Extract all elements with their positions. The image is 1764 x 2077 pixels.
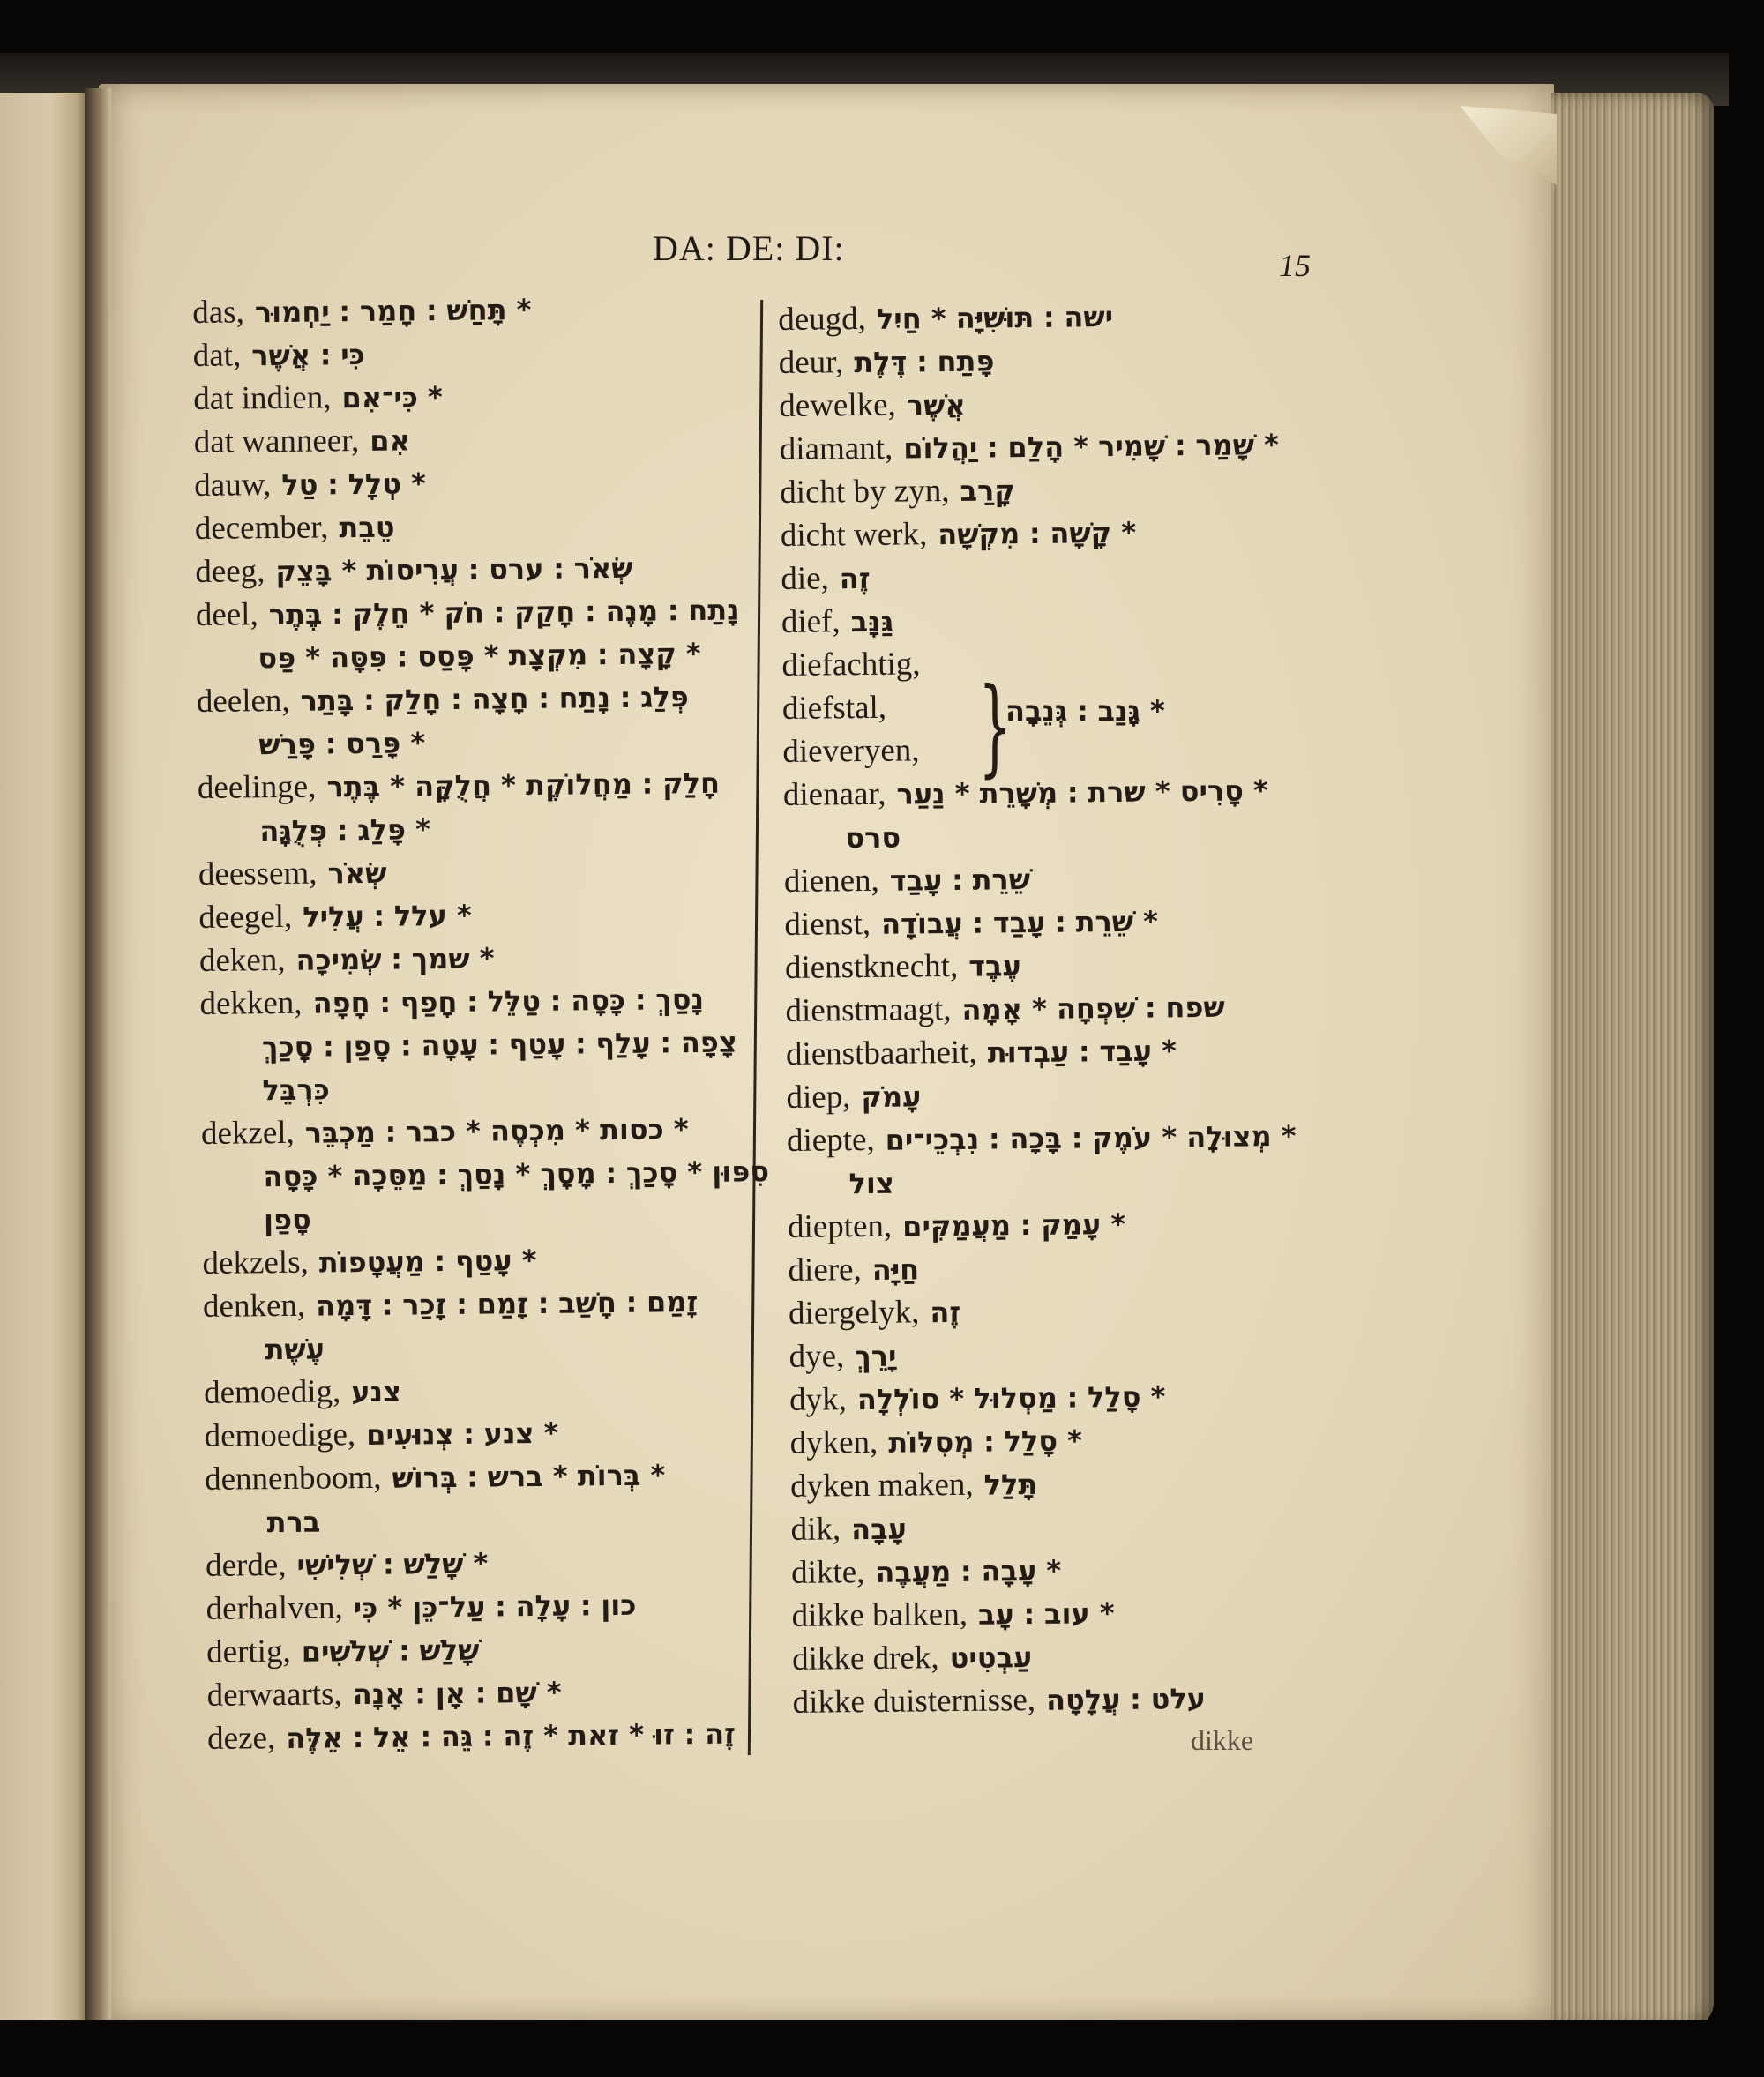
dictionary-entry — [205, 1452, 773, 1501]
entry-hebrew: * פָּרַס ׃ פָּרַשׁ — [258, 726, 426, 762]
entry-hebrew: * מְצוּלָה * עֹמֶק ׃ בָּכָה ׃ נִבְכֵי־ים — [885, 1118, 1297, 1157]
entry-word: dief, — [781, 603, 841, 640]
left-entry-column — [192, 285, 775, 1760]
entry-hebrew: * שָׁלַשׁ ׃ שְׁלִישִׁי — [296, 1546, 489, 1582]
entry-hebrew: כִּי ׃ אֲשֶׁר — [251, 337, 365, 373]
entry-word: deeg, — [195, 553, 265, 590]
dictionary-entry — [204, 1408, 772, 1458]
dictionary-entry — [199, 976, 767, 1026]
entry-word: december, — [194, 509, 329, 547]
dictionary-entry — [788, 1200, 1297, 1249]
entry-word: derhalven, — [206, 1589, 343, 1627]
dictionary-entry — [195, 544, 763, 594]
entry-hebrew: פְּלַג ׃ נָתַח ׃ חָצָה ׃ חָלַק ׃ בָּתַר — [300, 680, 690, 718]
dictionary-entry — [204, 1365, 772, 1415]
entry-word: deugd, — [778, 300, 867, 338]
entry-word: dyken, — [789, 1423, 878, 1461]
dictionary-entry — [781, 552, 1290, 601]
entry-word: dikte, — [790, 1554, 865, 1591]
entry-hebrew: סָפַן — [263, 1202, 312, 1237]
entry-word: dekzels, — [202, 1244, 309, 1281]
entry-hebrew: חַיָּה — [871, 1252, 920, 1287]
entry-word: diamant, — [779, 430, 893, 467]
dictionary-entry — [193, 328, 761, 377]
dictionary-entry — [780, 422, 1289, 471]
entry-word: dicht werk, — [780, 516, 928, 554]
entry-hebrew: ישה ׃ תּוּשִׁיָּה * חַיִל — [876, 300, 1114, 336]
entry-word: dienst, — [784, 905, 871, 943]
entry-word: diere, — [788, 1251, 862, 1289]
entry-hebrew: שְׂאֹר ׃ ערס ׃ עֲרִיסוֹת * בָּצֵק — [275, 550, 633, 589]
entry-hebrew: * קָצָה ׃ מִקְצָת * פָּסַס ׃ פִּסָּה * פַּס — [258, 636, 701, 676]
dictionary-entry — [206, 1625, 774, 1674]
dictionary-entry — [202, 1236, 770, 1285]
entry-hebrew: * עָטַף ׃ מַעֲטָפוֹת — [318, 1243, 537, 1280]
dictionary-entry — [785, 984, 1295, 1033]
entry-hebrew: * עָמַק ׃ מַעֲמַקִּים — [901, 1207, 1126, 1244]
entry-hebrew: * שָׁמַר ׃ שָׁמִיר * הָלַם ׃ יַהֲלוֹם — [903, 428, 1280, 466]
dictionary-entry — [789, 1416, 1299, 1465]
dictionary-entry — [791, 1546, 1301, 1595]
entry-hebrew: צָפָה ׃ עָלַף ׃ עָטַף ׃ עָטָה ׃ סָפַן ׃ סָכַךְ — [261, 1025, 737, 1065]
entry-word: demoedige, — [204, 1416, 356, 1454]
entry-hebrew: עַבְטִיט — [949, 1640, 1033, 1676]
dictionary-entry — [791, 1589, 1301, 1638]
entry-hebrew: * כסות * מִכְסֶה * כבר ׃ מַכְבֵּר — [304, 1112, 689, 1150]
dictionary-entry — [788, 1244, 1297, 1292]
dictionary-entry — [784, 855, 1294, 903]
entry-word: dat, — [192, 337, 242, 374]
dictionary-entry — [781, 639, 1291, 687]
entry-hebrew: ברת — [266, 1505, 321, 1540]
dictionary-entry — [785, 941, 1295, 990]
entry-word: denken, — [202, 1287, 306, 1325]
entry-hebrew: זָמַם ׃ חָשַׁב ׃ זָמַם ׃ זָכַר ׃ דָּמָה — [315, 1285, 699, 1323]
dictionary-entry — [783, 811, 1293, 860]
dictionary-entry — [197, 717, 765, 766]
entry-word: dat wanneer, — [193, 422, 360, 460]
entry-word: deze, — [206, 1720, 276, 1757]
entry-hebrew: צנע — [351, 1374, 402, 1409]
entry-hebrew: עֶשֶׁת — [265, 1332, 325, 1367]
entry-hebrew: * בְּרוֹת * ברש ׃ בְּרוֹשׁ — [392, 1458, 666, 1495]
entry-hebrew: שפח ׃ שִׁפְחָה * אָמָה — [961, 990, 1225, 1027]
entry-word: diefstal, — [781, 689, 887, 727]
entry-hebrew: עֶבֶד — [968, 949, 1022, 983]
entry-word: dicht by zyn, — [780, 472, 950, 511]
entry-hebrew: * טְלָל ׃ טַל — [281, 467, 427, 502]
grouping-brace: } — [978, 666, 1013, 788]
dictionary-entry — [199, 933, 767, 982]
entry-hebrew: * תָּחַשׁ ׃ חָמַר ׃ יַחְמוּר — [254, 292, 532, 330]
entry-word: diepten, — [787, 1207, 893, 1245]
entry-hebrew: נָסַךְ ׃ כָּסָה ׃ טַלֵּל ׃ חָפַף ׃ חָפָה — [312, 982, 705, 1020]
page-number: 15 — [1279, 248, 1311, 283]
dictionary-entry — [201, 1106, 769, 1155]
entry-word: deken, — [198, 941, 286, 979]
entry-hebrew: * עָבַד ׃ עַבְדוּת — [987, 1034, 1177, 1070]
dictionary-entry — [198, 803, 766, 853]
dictionary-entry — [205, 1495, 773, 1544]
catchword: dikke — [1191, 1724, 1254, 1756]
entry-hebrew: * שמך ׃ שְׂמִיכָה — [295, 941, 495, 977]
entry-hebrew: * סָלַל ׃ מַסְלוּל * סוֹלְלָה — [856, 1379, 1166, 1417]
dictionary-entry — [203, 1279, 771, 1328]
entry-word: deelen, — [196, 682, 290, 720]
entry-hebrew: כִּרְבֵּל — [262, 1072, 330, 1108]
dictionary-entry — [790, 1503, 1300, 1551]
left-page-edge — [0, 93, 92, 2020]
entry-word: diefachtig, — [781, 646, 921, 684]
entry-hebrew: * פָּלַג ׃ פְּלֻגָּה — [259, 812, 431, 848]
dictionary-entry — [789, 1373, 1299, 1422]
entry-word: dekken, — [199, 984, 303, 1022]
dictionary-entry — [778, 293, 1288, 341]
dictionary-entry — [207, 1711, 775, 1760]
entry-word: deur, — [778, 344, 844, 381]
entry-word: dienstbaarheit, — [785, 1034, 977, 1072]
entry-hebrew: נָתַח ׃ מָנֶה ׃ חָקַק ׃ חֹק * חֵלֶק ׃ בֶּתֶר — [268, 593, 740, 632]
entry-hebrew: טֵבֵת — [339, 510, 395, 545]
dictionary-entry — [196, 631, 764, 680]
entry-hebrew: עָבָה — [850, 1512, 908, 1547]
entry-hebrew: * צנע ׃ צְנוּעִים — [365, 1416, 559, 1453]
dictionary-entry — [782, 725, 1292, 773]
dictionary-entry — [198, 760, 766, 810]
dictionary-entry — [779, 379, 1289, 428]
entry-hebrew: * סָרִיס * שרת ׃ מְשָׁרֵת * נַעַר — [896, 773, 1268, 811]
dictionary-entry — [780, 466, 1289, 514]
entry-hebrew: צול — [848, 1166, 894, 1201]
entry-word: dauw, — [194, 467, 272, 504]
entry-word: deelinge, — [197, 768, 317, 806]
dictionary-entry — [781, 595, 1291, 644]
entry-word: dat indien, — [193, 379, 332, 417]
entry-hebrew: * קָשָׁה ׃ מִקְשָׁה — [938, 515, 1137, 552]
entry-hebrew: זֶה — [930, 1295, 961, 1330]
dictionary-entry — [192, 285, 760, 334]
dictionary-entry — [202, 1192, 770, 1242]
dictionary-entry — [198, 890, 766, 939]
entry-word: dikke balken, — [791, 1595, 968, 1634]
entry-hebrew: * סָלַל ׃ מְסִלּוֹת — [888, 1423, 1083, 1460]
dictionary-entry — [786, 1071, 1296, 1119]
entry-hebrew: עלט ׃ עֲלָטָה — [1045, 1682, 1207, 1717]
dictionary-entry — [792, 1676, 1302, 1724]
dictionary-entry — [786, 1027, 1296, 1076]
brace-hebrew: * גָּנַב ׃ גְּנֵבָה — [1005, 694, 1165, 728]
dictionary-entry — [789, 1330, 1298, 1378]
entry-word: derde, — [205, 1546, 287, 1584]
dictionary-entry — [790, 1460, 1300, 1508]
dictionary-entry — [789, 1287, 1298, 1335]
entry-hebrew: אֲשֶׁר — [906, 387, 966, 422]
entry-word: dienaar, — [782, 775, 886, 813]
entry-hebrew: * כִּי־אִם — [341, 380, 443, 415]
entry-word: dienen, — [783, 862, 880, 900]
entry-hebrew: שְׂאֹר — [327, 855, 387, 891]
entry-word: dewelke, — [779, 386, 897, 424]
entry-word: deessem, — [198, 855, 318, 893]
right-entry-column — [778, 293, 1302, 1724]
dictionary-entry — [197, 674, 765, 723]
entry-hebrew: אִם — [370, 423, 411, 458]
entry-hebrew: קָרַב — [960, 474, 1015, 508]
dictionary-entry — [787, 1114, 1297, 1162]
entry-hebrew: * עָבָה ׃ מַעֲבֶה — [875, 1553, 1062, 1589]
entry-word: dertig, — [206, 1632, 291, 1670]
entry-word: deegel, — [198, 898, 293, 936]
entry-hebrew: זֶה — [839, 561, 871, 596]
dictionary-entry — [203, 1322, 771, 1371]
entry-hebrew: * שָׁם ׃ אָן ׃ אָנָה — [352, 1675, 562, 1712]
book-gutter — [85, 88, 111, 2024]
dictionary-entry — [206, 1581, 774, 1631]
page-block-edges — [1551, 93, 1714, 2028]
dictionary-entry — [194, 415, 762, 464]
entry-word: die, — [781, 560, 830, 597]
dictionary-entry — [194, 458, 762, 507]
entry-word: dyken maken, — [789, 1466, 974, 1505]
entry-word: deel, — [195, 596, 258, 633]
dictionary-entry — [200, 1063, 768, 1112]
dictionary-entry — [200, 1020, 768, 1069]
entry-hebrew: * עוב ׃ עָב — [977, 1596, 1115, 1632]
entry-word: demoedig, — [203, 1373, 341, 1411]
entry-word: diergelyk, — [788, 1294, 920, 1332]
dictionary-entry — [193, 371, 761, 421]
entry-word: dikke duisternisse, — [792, 1682, 1036, 1721]
entry-hebrew: שֵׁרֵת ׃ עָבַד — [889, 863, 1031, 898]
entry-hebrew: * שֵׁרֵת ׃ עָבַד ׃ עֲבוֹדָה — [880, 904, 1159, 941]
running-header: DA: DE: DI: — [653, 228, 845, 268]
entry-word: dekzel, — [200, 1114, 295, 1152]
entry-hebrew: כון ׃ עָלָה ׃ עַל־כֵּן * כִּי — [353, 1588, 637, 1625]
entry-word: dennenboom, — [204, 1459, 382, 1498]
dictionary-entry — [784, 898, 1294, 946]
dictionary-entry — [198, 847, 766, 896]
dictionary-entry — [781, 509, 1290, 557]
entry-hebrew: גַּנָּב — [850, 604, 894, 639]
dictionary-entry — [783, 768, 1293, 817]
entry-word: dieveryen, — [782, 732, 920, 770]
entry-word: das, — [192, 294, 245, 331]
dictionary-entry — [206, 1668, 774, 1717]
entry-hebrew: יָרֵךְ — [855, 1339, 897, 1374]
entry-word: dienstknecht, — [784, 947, 959, 986]
entry-word: dik, — [790, 1511, 841, 1548]
entry-word: dye, — [789, 1338, 845, 1375]
entry-hebrew: חָלַק ׃ מַחֲלוֹקֶת * חֲלֻקָּה * בֶּתֶר — [326, 766, 721, 804]
entry-hebrew: עָמֹק — [861, 1080, 922, 1115]
entry-word: diepte, — [786, 1121, 875, 1159]
dictionary-entry — [201, 1149, 769, 1199]
entry-hebrew: תָּלַל — [983, 1467, 1038, 1502]
entry-hebrew: זֶה ׃ זוּ * זאת * זֶה ׃ גֵּה ׃ אֵל ׃ אֵלֶּה — [286, 1716, 736, 1755]
dictionary-entry — [196, 587, 764, 637]
dictionary-entry — [779, 336, 1289, 385]
entry-hebrew: * עלל ׃ עֲלִיל — [303, 898, 472, 934]
entry-hebrew: סִפּוּן * סָכַךְ ׃ מָסָךְ * נָסַךְ ׃ מַסֵּכָה * כָּסָה — [263, 1154, 770, 1194]
entry-word: dienstmaagt, — [785, 990, 952, 1029]
entry-word: diep, — [786, 1079, 851, 1116]
entry-word: dyk, — [789, 1381, 848, 1418]
entry-word: dikke drek, — [791, 1640, 939, 1677]
dictionary-entry — [206, 1538, 774, 1588]
entry-hebrew: סרס — [845, 820, 901, 855]
bottom-shadow — [0, 2020, 1764, 2077]
dictionary-entry — [195, 501, 763, 550]
dictionary-entry — [792, 1632, 1302, 1681]
entry-hebrew: פָּתַח ׃ דֶּלֶת — [854, 344, 995, 380]
entry-hebrew: שָׁלַשׁ ׃ שְׁלֹשִׁים — [301, 1632, 480, 1669]
dictionary-entry — [787, 1157, 1297, 1206]
entry-word: derwaarts, — [206, 1676, 342, 1714]
